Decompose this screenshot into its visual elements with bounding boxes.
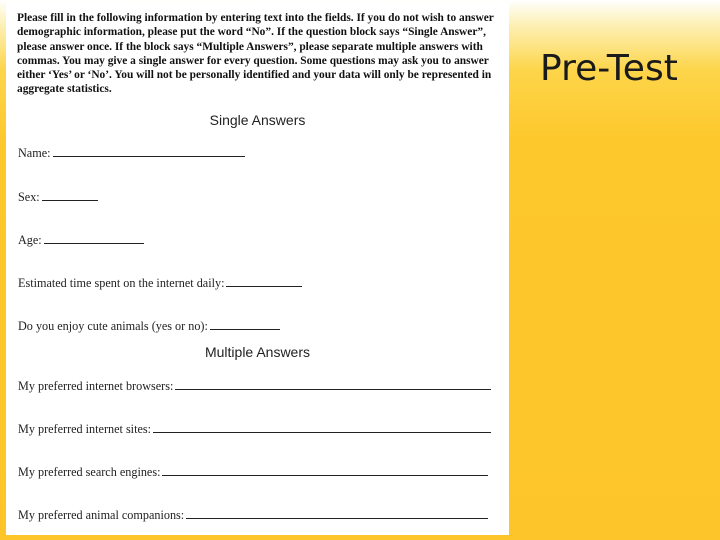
age-answer-field[interactable] [44, 232, 144, 244]
browsers-answer-field[interactable] [175, 378, 491, 390]
question-label: My preferred internet browsers: [18, 379, 174, 393]
question-name [18, 145, 245, 161]
cute-animals-answer-field[interactable] [210, 318, 280, 330]
question-label: Do you enjoy cute animals (yes or no): [18, 319, 208, 333]
question-browsers [18, 378, 491, 394]
multiple-answers-heading: Multiple Answers [204, 344, 311, 360]
single-answers-heading: Single Answers [209, 112, 306, 128]
question-cute-animals [18, 318, 280, 334]
animal-companions-answer-field[interactable] [186, 507, 488, 519]
question-label: My preferred animal companions: [18, 508, 185, 522]
question-label: My preferred search engines: [18, 465, 161, 479]
form-document [6, 2, 509, 535]
slide-title: Pre-Test [540, 48, 678, 89]
sex-answer-field[interactable] [42, 189, 98, 201]
question-label: Sex: [18, 190, 40, 204]
sites-answer-field[interactable] [153, 421, 491, 433]
question-age [18, 232, 144, 248]
question-search-engines [18, 464, 488, 480]
question-sites [18, 421, 491, 437]
name-answer-field[interactable] [53, 145, 245, 157]
question-label: Age: [18, 233, 42, 247]
search-engines-answer-field[interactable] [162, 464, 488, 476]
question-internet-time [18, 275, 302, 291]
question-label: Estimated time spent on the internet daily: [18, 276, 225, 290]
question-label: Name: [18, 146, 51, 160]
question-animal-companions [18, 507, 488, 523]
form-instructions: Please fill in the following information by entering text into the fields. If you do not wish to answer demographic information, please put the word “No”. If the question block says “Single Answer”, please answer once. If the block says “Multiple Answers”, please separate multiple answers with commas. You may give a single answer for every question. Some questions may ask you to answer either ‘Yes’ or ‘No’. You will not be personally identified and your data will only be represented in aggregate statistics. [17, 12, 494, 96]
question-label: My preferred internet sites: [18, 422, 151, 436]
internet-time-answer-field[interactable] [226, 275, 302, 287]
question-sex [18, 189, 98, 205]
